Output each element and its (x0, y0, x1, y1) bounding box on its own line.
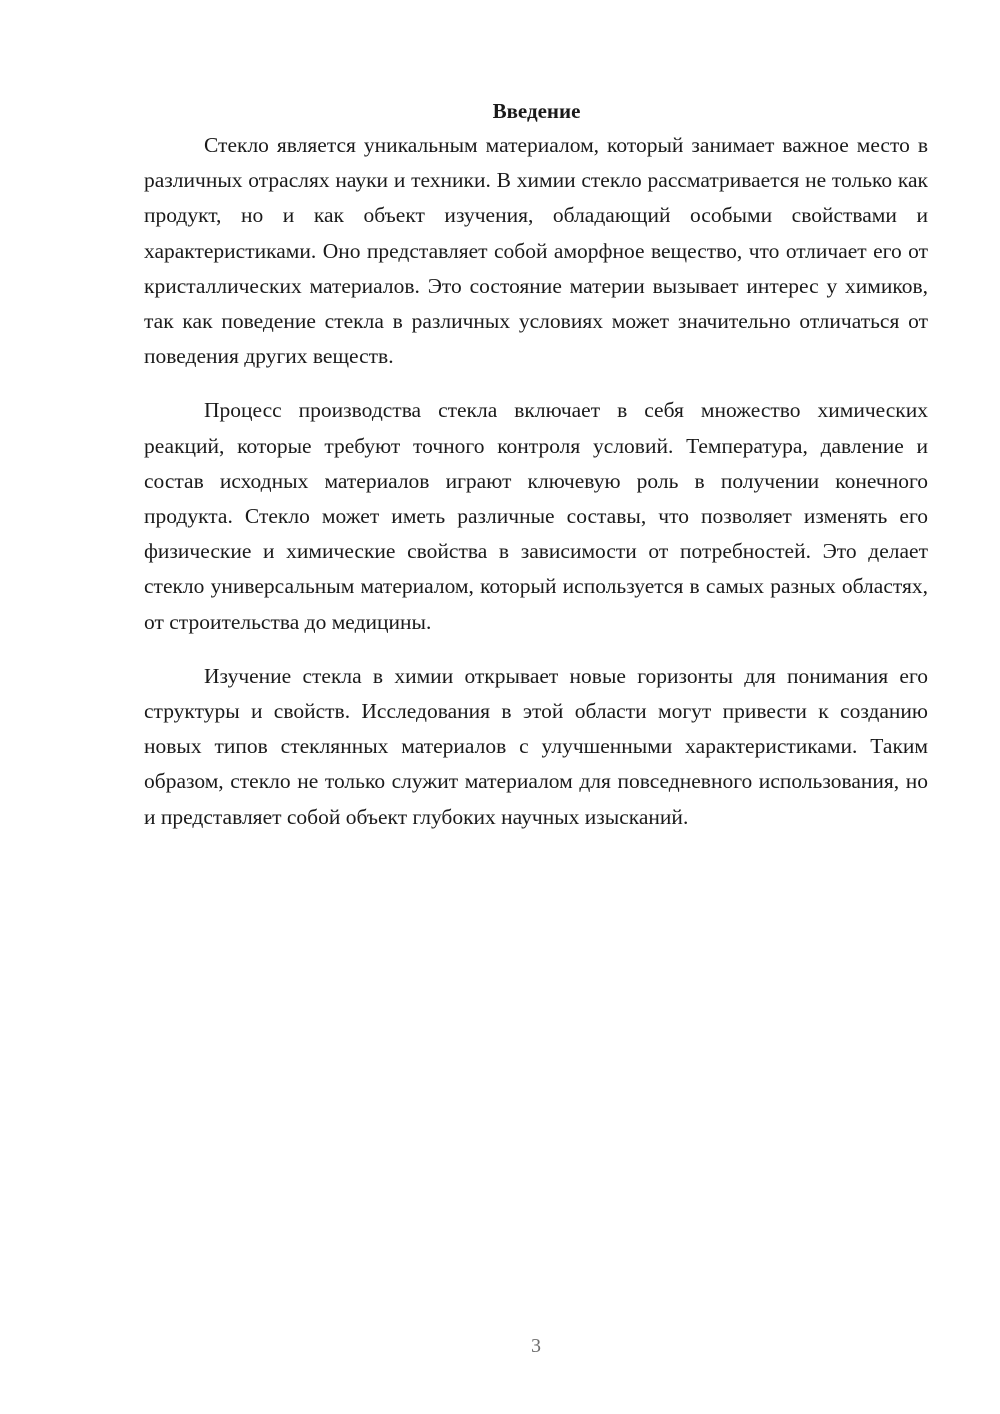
section-heading: Введение (492, 99, 581, 123)
paragraph-1: Стекло является уникальным материалом, который занимает важное место в различных отраслях науки и техники. В химии стекло рассматривается не только как продукт, но и как объект изучения, обладающий особыми свойствами и характеристиками. Оно представляет собой аморфное вещество, что отличает его от кристаллических материалов. Это состояние материи вызывает интерес у химиков, так как поведение стекла в различных условиях может значительно отличаться от поведения других веществ. (144, 133, 928, 369)
paragraph-2: Процесс производства стекла включает в себя множество химических реакций, которые требуют точного контроля условий. Температура, давление и состав исходных материалов играют ключевую роль в получении конечного продукта. Стекло может иметь различные составы, что позволяет изменять его физические и химические свойства в зависимости от потребностей. Это делает стекло универсальным материалом, который используется в самых разных областях, от строительства до медицины. (144, 398, 928, 634)
page-content (144, 96, 928, 854)
page-number: 3 (531, 1335, 541, 1357)
paragraph-3: Изучение стекла в химии открывает новые горизонты для понимания его структуры и свойств. Исследования в этой области могут привести к созданию новых типов стеклянных материалов с улучшенными характеристиками. Таким образом, стекло не только служит материалом для повседневного использования, но и представляет собой объект глубоких научных изысканий. (144, 663, 928, 829)
